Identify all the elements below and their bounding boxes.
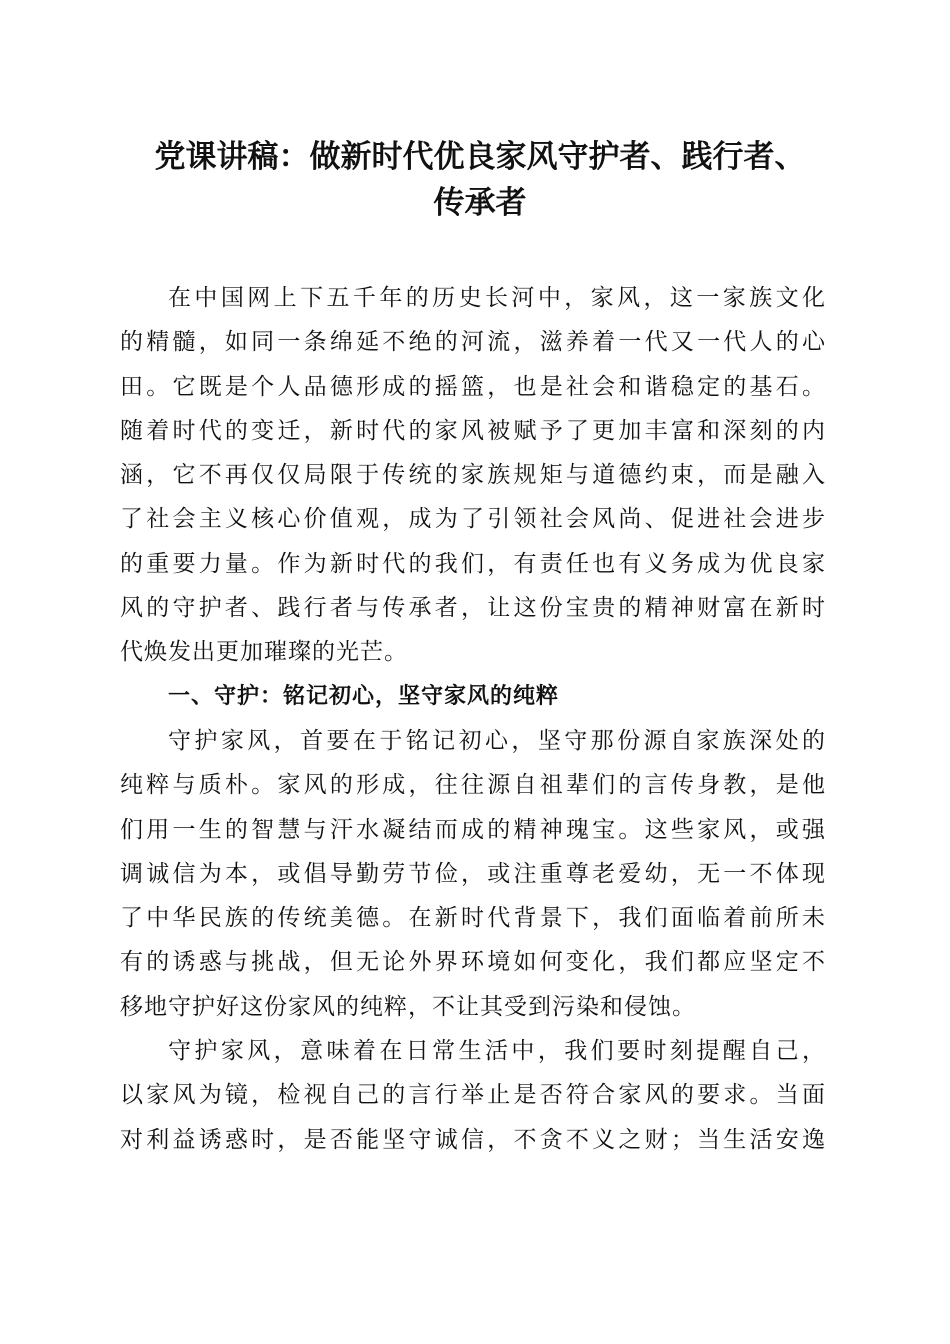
text-line: 在中国网上下五千年的历史长河中，家风，这一家族文化: [168, 285, 826, 311]
text-line: 有的诱惑与挑战，但无论外界环境如何变化，我们都应坚定不: [120, 949, 826, 976]
text-line: 了社会主义核心价值观，成为了引领社会风尚、促进社会进步: [120, 506, 826, 533]
text-line: 以家风为镜，检视自己的言行举止是否符合家风的要求。当面: [120, 1082, 826, 1109]
text-line: 随着时代的变迁，新时代的家风被赋予了更加丰富和深刻的内: [120, 417, 826, 444]
text-line: 了中华民族的传统美德。在新时代背景下，我们面临着前所未: [120, 905, 826, 932]
text-line: 涵，它不再仅仅局限于传统的家族规矩与道德约束，而是融入: [120, 462, 826, 489]
section-heading: 一、守护：铭记初心，坚守家风的纯粹: [168, 683, 560, 709]
title-line-1: 党课讲稿：做新时代优良家风守护者、践行者、: [154, 139, 806, 175]
text-line: 纯粹与质朴。家风的形成，往往源自祖辈们的言传身教，是他: [120, 772, 826, 799]
document-title: [100, 134, 860, 226]
text-line: 对利益诱惑时，是否能坚守诚信，不贪不义之财；当生活安逸: [120, 1126, 826, 1153]
text-line: 调诚信为本，或倡导勤劳节俭，或注重尊老爱幼，无一不体现: [120, 860, 826, 887]
paragraph-guard-1: [120, 719, 826, 1029]
text-line: 们用一生的智慧与汗水凝结而成的精神瑰宝。这些家风，或强: [120, 816, 826, 843]
text-line: 田。它既是个人品德形成的摇篮，也是社会和谐稳定的基石。: [120, 373, 826, 400]
text-line: 的重要力量。作为新时代的我们，有责任也有义务成为优良家: [120, 550, 826, 577]
paragraph-intro: [120, 276, 826, 675]
text-line: 守护家风，意味着在日常生活中，我们要时刻提醒自己，: [168, 1038, 826, 1065]
text-line: 移地守护好这份家风的纯粹，不让其受到污染和侵蚀。: [120, 993, 696, 1020]
text-line: 守护家风，首要在于铭记初心，坚守那份源自家族深处的: [168, 727, 826, 754]
text-line: 风的守护者、践行者与传承者，让这份宝贵的精神财富在新时: [120, 595, 826, 622]
text-line: 的精髓，如同一条绵延不绝的河流，滋养着一代又一代人的心: [120, 329, 826, 356]
text-line: 代焕发出更加璀璨的光芒。: [120, 639, 408, 666]
document-body: [120, 276, 826, 1162]
title-line-2: 传承者: [433, 185, 527, 221]
paragraph-guard-2: [120, 1029, 826, 1162]
